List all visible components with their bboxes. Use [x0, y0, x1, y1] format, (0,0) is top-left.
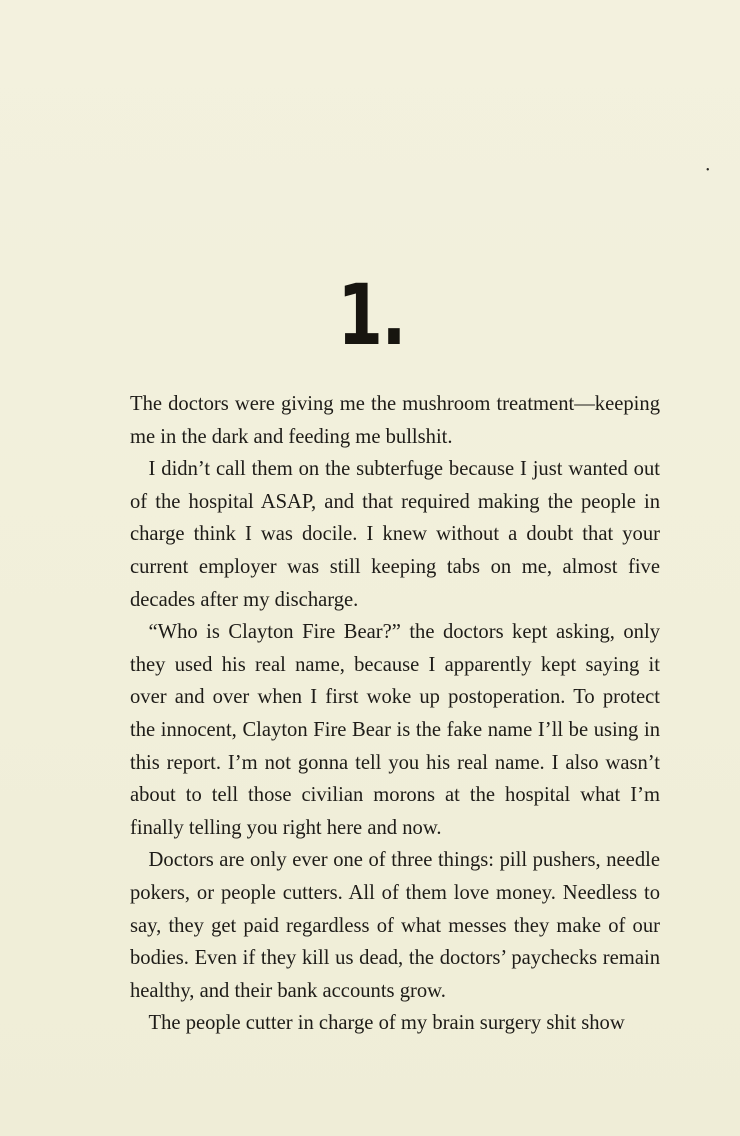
paragraph: Doctors are only ever one of three things: pill pushers, needle pokers, or people cutters. All of them love money. Needless to say, they get paid regardless of what messes they make of our bodies. Even if they kill us dead, the doctors’ paychecks remain healthy, and their bank accounts grow. — [130, 849, 660, 1002]
show-through-folio — [0, 1066, 740, 1084]
chapter-body — [130, 388, 660, 1040]
paragraph: The doctors were giving me the mushroom treatment—keeping me in the dark and feeding me bullshit. — [130, 393, 660, 448]
paragraph: “Who is Clayton Fire Bear?” the doctors kept asking, only they used his real name, because I apparently kept saying it over and over when I first woke up postoperation. To protect the innocent, Clayton Fire Bear is the fake name I’ll be using in this report. I’m not gonna tell you his real name. I also wasn’t about to tell those civilian morons at the hospital what I’m finally telling you right here and now. — [130, 621, 660, 839]
show-through-header — [0, 44, 740, 59]
paragraph: I didn’t call them on the subterfuge because I just wanted out of the hospital ASAP, and that required making the people in charge think I was docile. I knew without a doubt that your current employer was still keeping tabs on me, almost five decades after my discharge. — [130, 458, 660, 611]
ink-speck: • — [706, 165, 710, 176]
paragraph: The people cutter in charge of my brain surgery shit show — [148, 1012, 625, 1035]
chapter-number: 1. — [337, 266, 405, 364]
